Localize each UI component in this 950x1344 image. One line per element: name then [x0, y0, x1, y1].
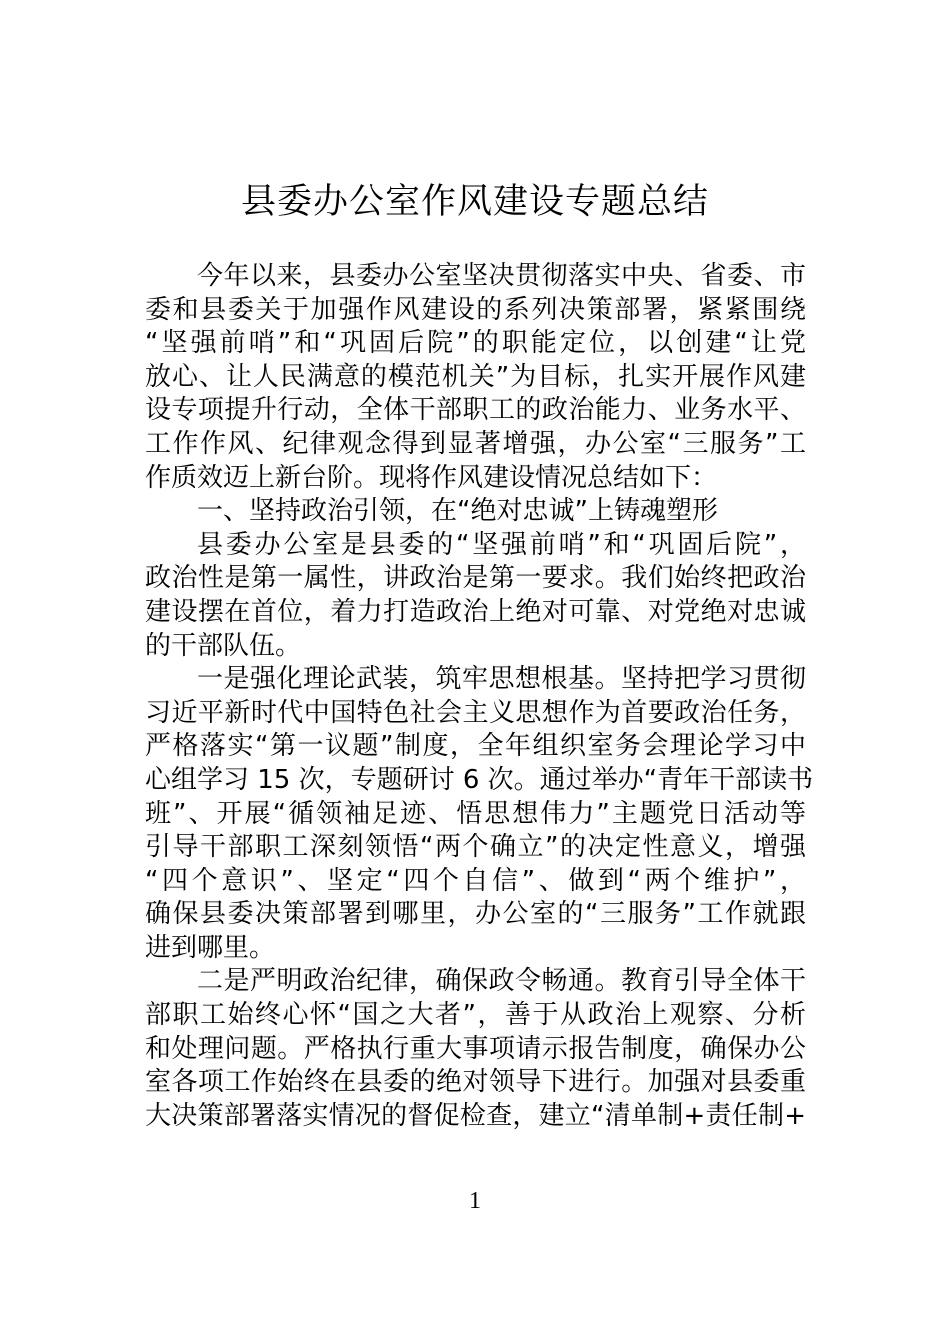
text-line: 心组学习 15 次，专题研讨 6 次。通过举办“青年干部读书: [145, 764, 814, 795]
text-line: 大决策部署落实情况的督促检查，建立“清单制+责任制+: [145, 1100, 806, 1131]
text-line: “四个意识”、坚定“四个自信”、做到“两个维护”，: [145, 865, 806, 896]
text-line: 一是强化理论武装，筑牢思想根基。坚持把学习贯彻: [197, 664, 806, 695]
text-line: “坚强前哨”和“巩固后院”的职能定位，以创建“让党: [145, 328, 806, 359]
text-line: 今年以来，县委办公室坚决贯彻落实中央、省委、市: [197, 261, 806, 291]
text-line: 作质效迈上新台阶。现将作风建设情况总结如下：: [145, 462, 718, 493]
text-line: 室各项工作始终在县委的绝对领导下进行。加强对县委重: [145, 1067, 806, 1098]
paragraph: [145, 965, 806, 1133]
paragraph: [145, 529, 806, 663]
paragraph: [145, 495, 806, 529]
text-line: 一、坚持政治引领，在“绝对忠诚”上铸魂塑形: [197, 496, 718, 527]
text-line: 的干部队伍。: [145, 630, 302, 661]
text-line: 班”、开展“循领袖足迹、悟思想伟力”主题党日活动等: [145, 798, 806, 829]
text-line: 委和县委关于加强作风建设的系列决策部署，紧紧围绕: [145, 294, 806, 325]
text-line: 习近平新时代中国特色社会主义思想作为首要政治任务，: [145, 697, 806, 728]
page-number: 1: [469, 1188, 481, 1214]
paragraph: [145, 260, 806, 495]
text-line: 严格落实“第一议题”制度，全年组织室务会理论学习中: [145, 731, 806, 762]
text-line: 建设摆在首位，着力打造政治上绝对可靠、对党绝对忠诚: [145, 596, 806, 627]
document-body: [145, 260, 814, 1133]
text-line: 和处理问题。严格执行重大事项请示报告制度，确保办公: [145, 1033, 806, 1064]
text-line: 设专项提升行动，全体干部职工的政治能力、业务水平、: [145, 395, 806, 426]
text-line: 部职工始终心怀“国之大者”，善于从政治上观察、分析: [145, 1000, 806, 1031]
text-line: 二是严明政治纪律，确保政令畅通。教育引导全体干: [197, 966, 806, 997]
text-line: 县委办公室是县委的“坚强前哨”和“巩固后院”，: [197, 529, 806, 560]
text-line: 确保县委决策部署到哪里，办公室的“三服务”工作就跟: [145, 899, 806, 930]
text-line: 政治性是第一属性，讲政治是第一要求。我们始终把政治: [145, 563, 806, 594]
text-line: 引导干部职工深刻领悟“两个确立”的决定性意义，增强: [145, 832, 806, 863]
text-line: 进到哪里。: [145, 932, 276, 963]
paragraph: [145, 663, 814, 965]
document-title: 县委办公室作风建设专题总结: [240, 182, 709, 222]
text-line: 放心、让人民满意的模范机关”为目标，扎实开展作风建: [145, 361, 806, 392]
text-line: 工作作风、纪律观念得到显著增强，办公室“三服务”工: [145, 428, 806, 459]
